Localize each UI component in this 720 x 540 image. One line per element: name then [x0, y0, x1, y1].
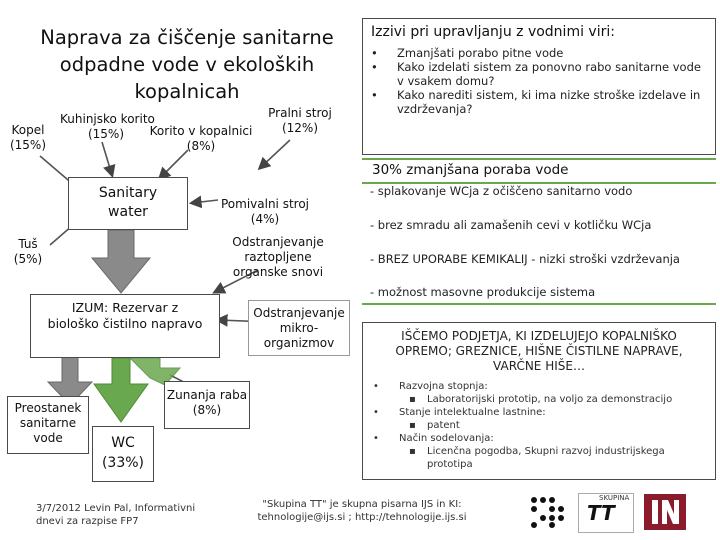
pralni-label: Pralni stroj	[268, 106, 332, 120]
arrow-korito	[160, 150, 188, 178]
pralni-pct: (12%)	[281, 121, 319, 135]
bullet-icon: •	[373, 381, 379, 392]
zmanjsana-heading: 30% zmanjšana poraba vode	[372, 162, 569, 178]
zunanja-label: Zunanja raba (8%)	[166, 388, 248, 417]
bullet-icon: ▪	[409, 420, 416, 431]
point-1: - splakovanje WCja z očiščeno sanitarno vodo	[370, 184, 633, 198]
info-list	[363, 374, 715, 471]
list-item: • Kako narediti sistem, ki ima nizke stroške izdelave in vzdrževanja?	[371, 88, 701, 116]
odstranjevanje-organske-label: Odstranjevanje raztopljene organske snovi	[232, 235, 324, 279]
arrow-kuhinjsko	[102, 142, 112, 175]
page-title: Naprava za čiščenje sanitarne odpadne vode v ekoloških kopalnicah	[40, 26, 334, 103]
odstranjevanje-mikro-box	[248, 300, 350, 356]
wc-box	[92, 426, 154, 482]
kuhinjsko-label: Kuhinjsko korito	[60, 112, 155, 126]
kopel-pct: (15%)	[9, 138, 47, 152]
list-item: ▪ Laboratorijski prototip, na voljo za demonstracijo	[409, 394, 673, 405]
list-item: ▪ Licenčna pogodba, Skupni razvoj industrijskega prototipa	[409, 446, 665, 470]
odstranjevanje-mikro-label: Odstranjevanje mikro-organizmov	[253, 306, 345, 350]
ijs-logo-icon	[528, 494, 574, 530]
iscemo-box	[362, 322, 716, 480]
tus-label: Tuš	[18, 237, 38, 251]
skupina-tt-logo	[578, 493, 634, 533]
bullet-icon: •	[373, 433, 379, 444]
bullet-icon: ▪	[409, 394, 416, 405]
iscemo-text: IŠČEMO PODJETJA, KI IZDELUJEJO KOPALNIŠKO OPREMO; GREZNICE, HIŠNE ČISTILNE NAPRAVE, VARČNE HIŠE…	[395, 329, 683, 373]
bullet-icon: ▪	[409, 446, 416, 457]
footer-left: 3/7/2012 Levin Pal, Informativni dnevi za razpise FP7	[36, 503, 196, 527]
list-item: ▪ patent	[409, 420, 460, 431]
arrow-pralni	[260, 140, 290, 168]
logo-tt-text: TT	[587, 501, 615, 525]
preostanek-label: Preostanek sanitarne vode	[14, 401, 82, 445]
bullet-icon: •	[373, 407, 379, 418]
point-4: - možnost masovne produkcije sistema	[370, 285, 596, 299]
logo-skupina-text: SKUPINA	[599, 494, 630, 502]
korito-label: Korito v kopalnici	[149, 124, 253, 138]
sanitary-water-label: Sanitary water	[98, 185, 158, 220]
bullet-icon: •	[371, 60, 378, 74]
kopel-label: Kopel	[11, 123, 45, 137]
green-divider-bottom	[362, 303, 716, 305]
izzivi-list	[363, 40, 715, 116]
bullet-icon: •	[371, 88, 378, 102]
wc-label: WC	[111, 435, 135, 451]
point-2: - brez smradu ali zamašenih cevi v kotličku WCja	[370, 218, 652, 232]
izzivi-title: Izzivi pri upravljanju z vodnimi viri:	[371, 24, 615, 40]
skupina-footer: "Skupina TT" je skupna pisarna IJS in KI: tehnologije@ijs.si ; http://tehnologije.ijs.si	[257, 499, 467, 523]
point-3: - BREZ UPORABE KEMIKALIJ - nizki stroški vzdrževanja	[370, 252, 680, 266]
pomivalni-label: Pomivalni stroj	[220, 197, 310, 211]
ki-logo-icon	[644, 494, 686, 530]
pomivalni-pct: (4%)	[250, 212, 280, 226]
list-item: • Stanje intelektualne lastnine:	[373, 407, 546, 418]
izzivi-box	[362, 18, 716, 155]
gray-main-arrow	[92, 230, 150, 293]
izum-label: IZUM: Rezervar z biološko čistilno napravo	[47, 300, 203, 331]
green-divider-top	[362, 158, 716, 160]
tus-pct: (5%)	[13, 252, 43, 266]
kuhinjsko-pct: (15%)	[87, 127, 125, 141]
zunanja-box	[164, 381, 250, 429]
korito-pct: (8%)	[186, 139, 216, 153]
list-item: • Zmanjšati porabo pitne vode	[371, 46, 564, 60]
preostanek-box	[7, 396, 89, 454]
bullet-icon: •	[371, 46, 378, 60]
sanitary-water-box	[68, 177, 188, 230]
list-item: • Razvojna stopnja:	[373, 381, 488, 392]
izum-box	[30, 294, 220, 358]
wc-pct: (33%)	[101, 455, 145, 471]
list-item: • Način sodelovanja:	[373, 433, 494, 444]
list-item: • Kako izdelati sistem za ponovno rabo sanitarne vode v vsakem domu?	[371, 60, 701, 88]
